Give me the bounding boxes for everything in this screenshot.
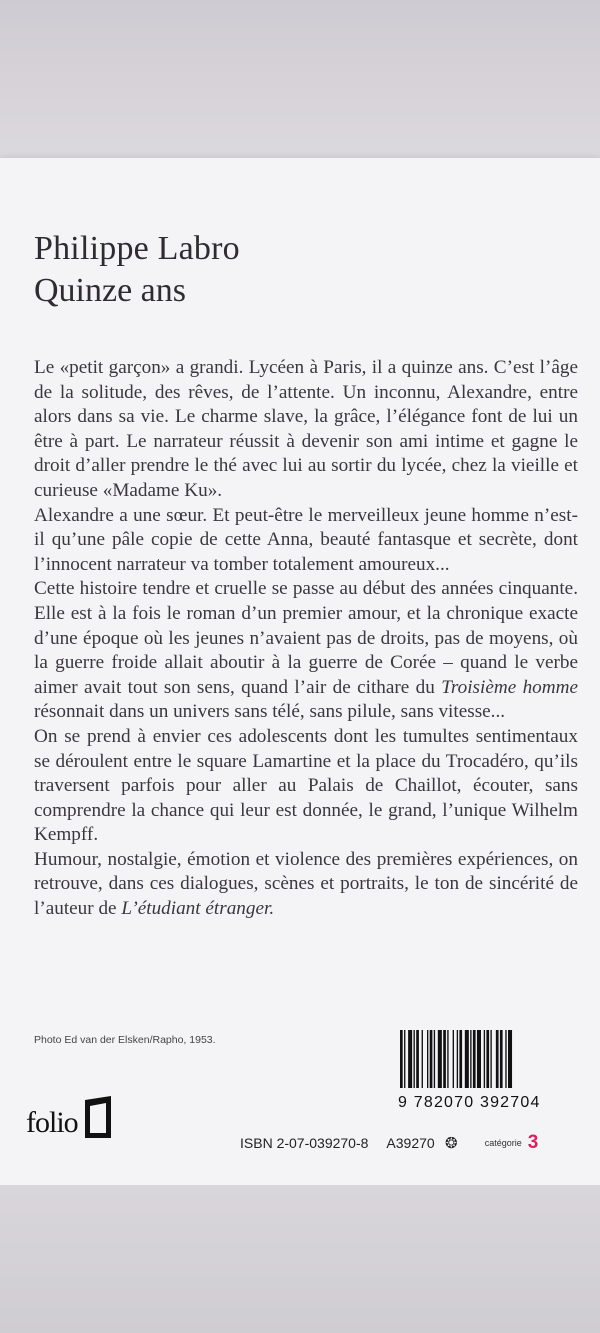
photo-credit: Photo Ed van der Elsken/Rapho, 1953. [34, 1034, 216, 1046]
blurb-paragraph-4: On se prend à envier ces adolescents dont les tumultes sentimentaux se déroulent entre le square Lamartine et la place du Trocadéro, qu’ils traversent parfois pour aller au Palais de Chaillot, écouter, sans comprendre la chance qui leur est donnée, le grand, l’unique Wilhelm Kempff. [34, 725, 578, 846]
isbn-line [240, 1132, 538, 1154]
blurb-paragraph-2: Alexandre a une sœur. Et peut-être le merveilleux jeune homme n’est-il qu’une pâle copie de cette Anna, beauté fantasque et secrète, dont l’innocent narrateur va tomber totalement amoureux... [34, 504, 578, 575]
blurb-paragraph-3-start: Cette histoire tendre et cruelle se passe au début des années cinquante. Elle est à la fois le roman d’un premier amour, et la chronique exacte d’une époque où les jeunes n’avaient pas de droits, pas de moyens, où la guerre froide allait aboutir à la guerre de Corée – quand le verbe aimer avait tout son sens, quand l’air de cithare du [34, 578, 578, 698]
category-number: 3 [527, 1132, 539, 1153]
category-label: catégorie [484, 1138, 522, 1148]
folio-mark-icon [79, 1096, 117, 1138]
folio-logo [26, 1088, 117, 1138]
blurb-paragraph-3-end: résonnait dans un univers sans télé, sans pilule, sans vitesse... [34, 701, 506, 723]
background-top [0, 0, 600, 160]
blurb-paragraph-5-start: Humour, nostalgie, émotion et violence des premières expériences, on retrouve, dans ces dialogues, scènes et portraits, le ton de sincérité de l’auteur de [34, 848, 578, 920]
back-cover-blurb [34, 356, 578, 922]
blurb-paragraph-3 [34, 577, 578, 725]
product-code: A39270 [386, 1135, 435, 1151]
barcode [398, 1030, 570, 1112]
svg-text:❂: ❂ [444, 1136, 458, 1152]
isbn-number: ISBN 2-07-039270-8 [240, 1135, 369, 1151]
price-code-icon [445, 1134, 471, 1152]
book-reference-title: L’étudiant étranger. [121, 898, 275, 920]
film-title: Troisième homme [441, 676, 578, 698]
book-title: Quinze ans [34, 272, 187, 309]
background-bottom [0, 1185, 600, 1333]
folio-logo-text: folio [26, 1106, 78, 1139]
blurb-paragraph-5 [34, 848, 578, 922]
author-name: Philippe Labro [34, 230, 240, 267]
barcode-digits: 9 782070 392704 [398, 1094, 541, 1111]
barcode-icon [398, 1030, 570, 1088]
blurb-paragraph-1: Le «petit garçon» a grandi. Lycéen à Paris, il a quinze ans. C’est l’âge de la solitude, des rêves, de l’attente. Un inconnu, Alexandre, entre alors dans sa vie. Le charme slave, la grâce, l’élégance font de lui un être à part. Le narrateur réussit à devenir son ami intime et gagne le droit d’aller prendre le thé avec lui au sortir du lycée, chez la vieille et curieuse «Madame Ku». [34, 357, 578, 501]
